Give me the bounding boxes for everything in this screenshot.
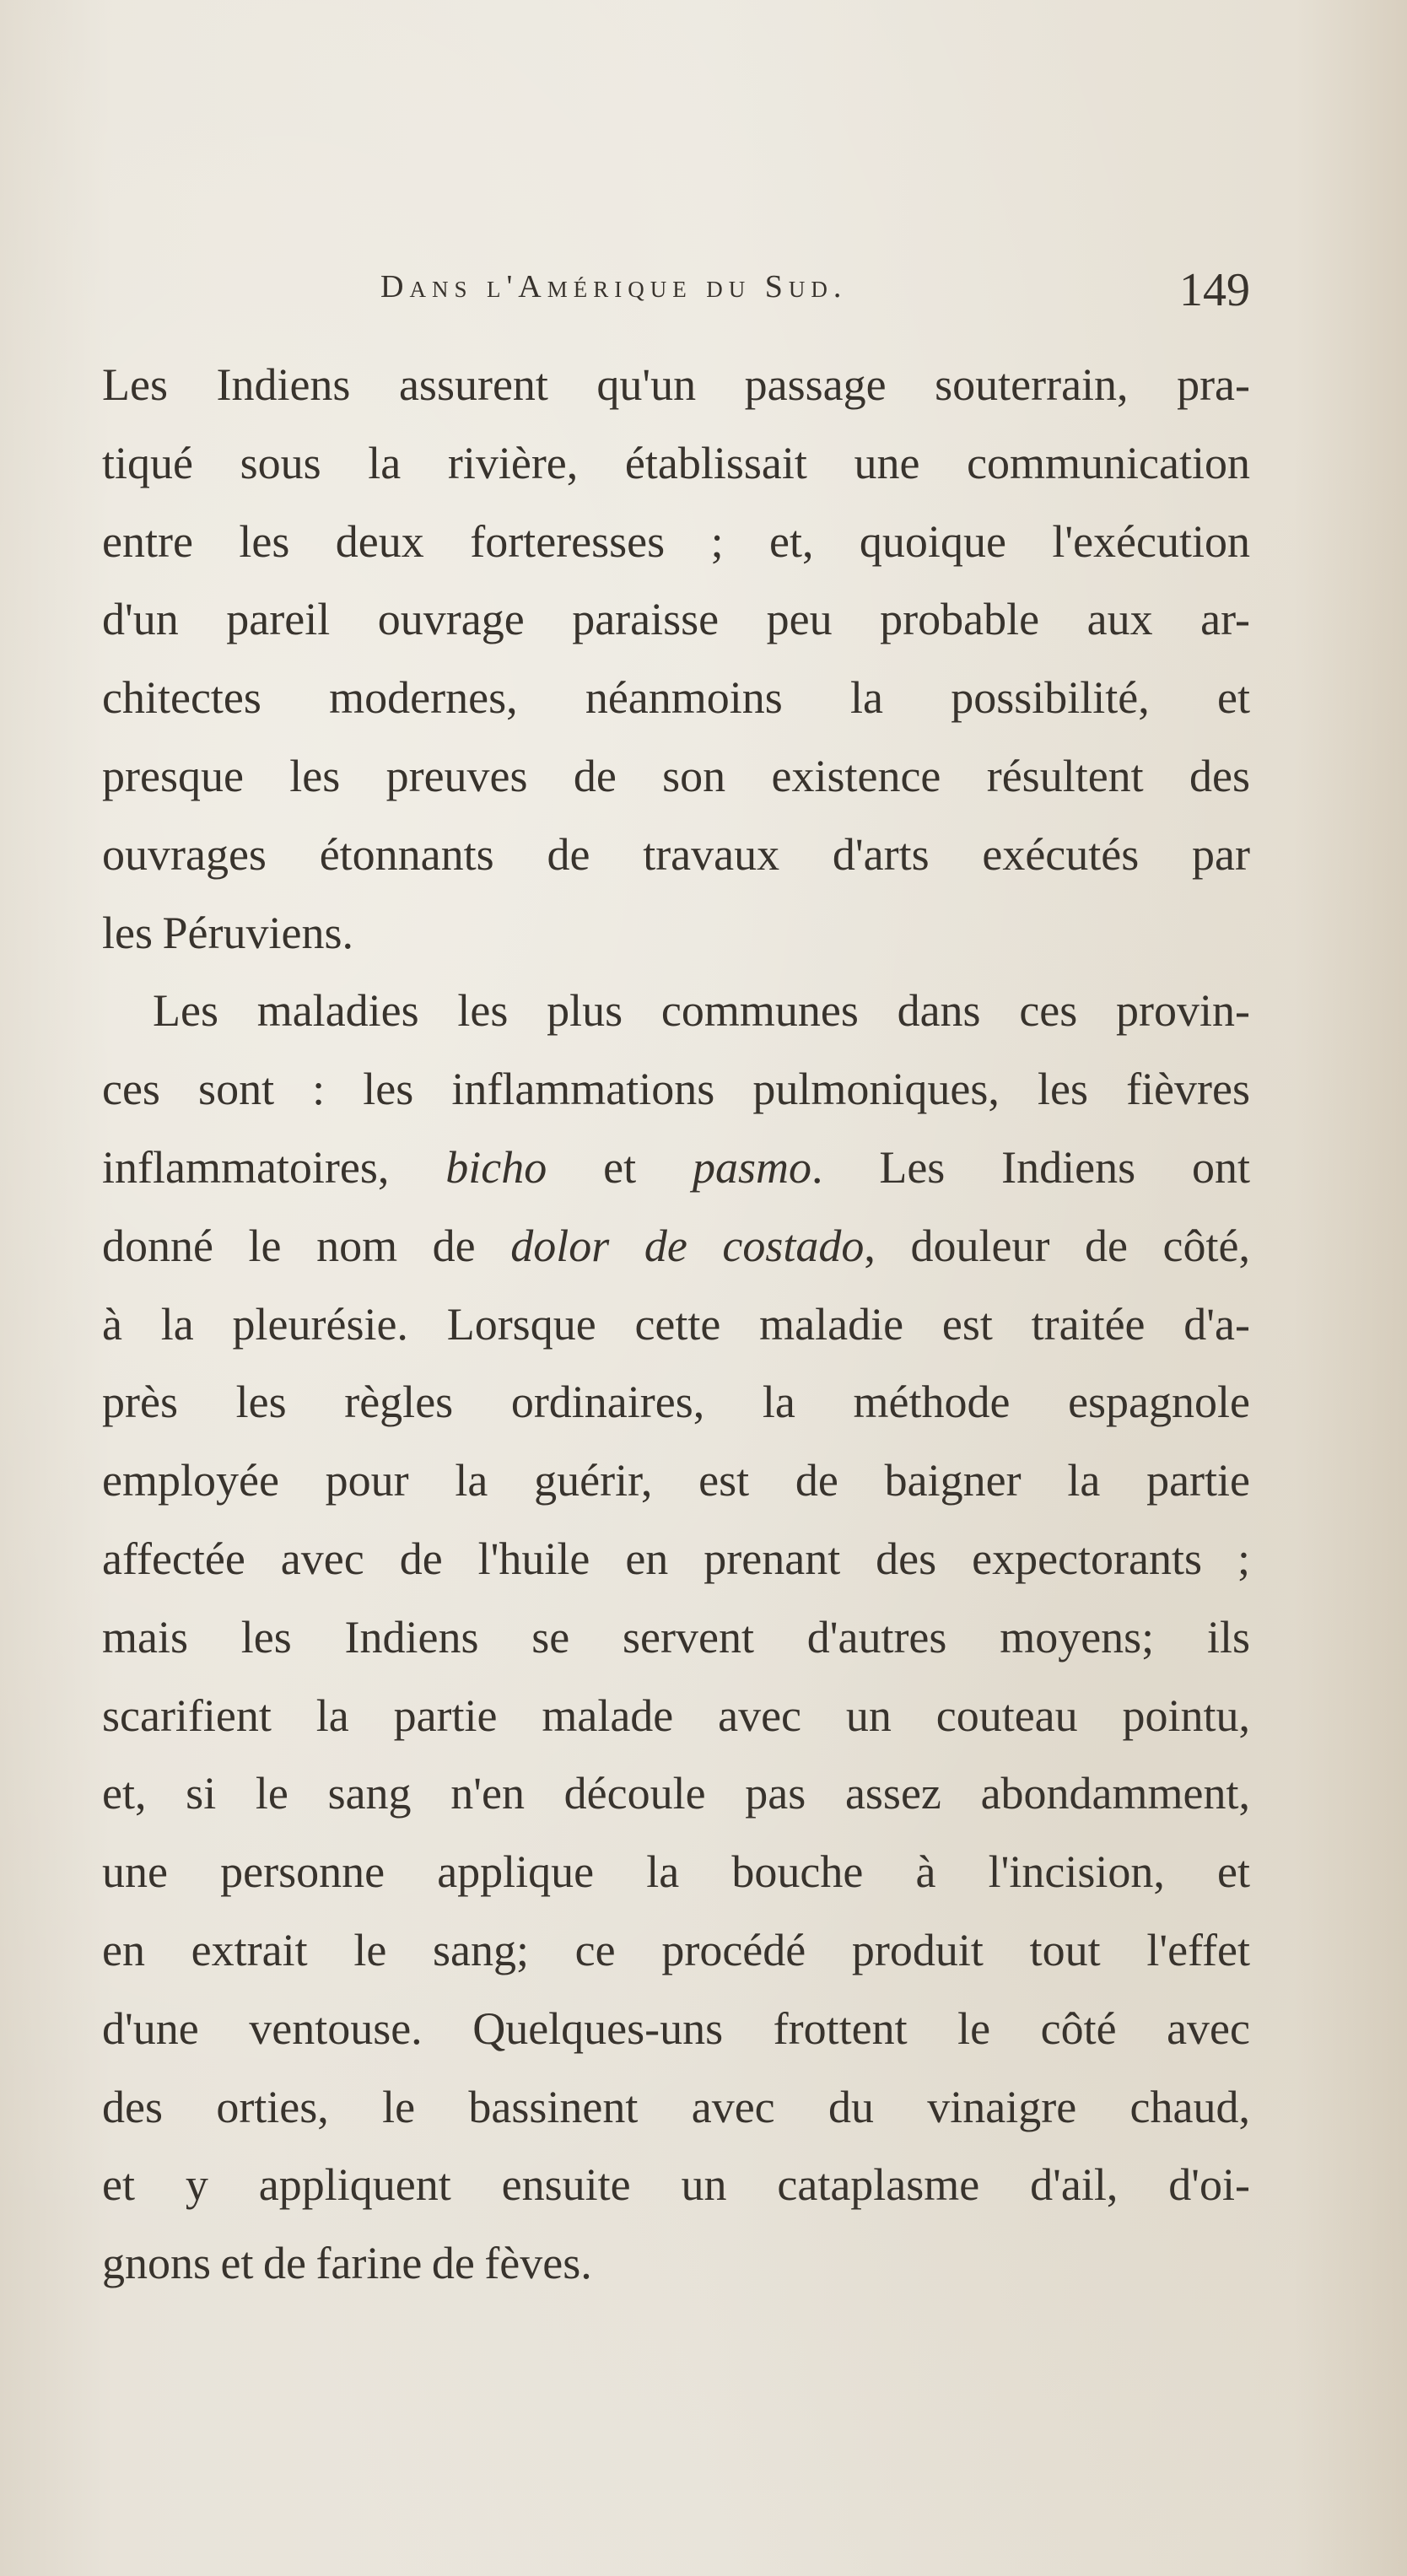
text-line — [102, 1598, 1250, 1677]
text-segment: et — [547, 1141, 693, 1193]
text-line — [102, 1363, 1250, 1442]
text-line — [102, 1050, 1250, 1129]
text-line — [102, 1990, 1250, 2068]
text-segment: donné le nom de — [102, 1220, 511, 1271]
paragraph — [102, 972, 1250, 2303]
text-segment: en extrait le sang; ce procédé produit tout l'effet — [102, 1924, 1250, 1975]
text-segment: ces sont : les inflammations pulmoniques, les fièvres — [102, 1064, 1250, 1115]
running-title: Dans l'Amérique du Sud. — [380, 269, 848, 304]
text-segment: tiqué sous la rivière, établissait une communication — [102, 437, 1250, 488]
text-line — [102, 972, 1250, 1050]
italic-term: dolor de costado — [510, 1220, 865, 1271]
text-segment: mais les Indiens se servent d'autres moyens; ils — [102, 1611, 1250, 1663]
text-segment: entre les deux forteresses ; et, quoique l'exécution — [102, 515, 1250, 567]
text-line — [102, 894, 1250, 973]
text-line — [102, 1520, 1250, 1598]
text-line — [102, 2146, 1250, 2224]
text-line — [102, 1285, 1250, 1364]
text-segment: et, si le sang n'en découle pas assez abondamment, — [102, 1768, 1250, 1819]
text-segment: des orties, le bassinent avec du vinaigre chaud, — [102, 2081, 1250, 2132]
text-line — [102, 424, 1250, 503]
text-segment: et y appliquent ensuite un cataplasme d'ail, d'oi- — [102, 2159, 1250, 2211]
page-header — [102, 264, 1250, 319]
text-segment: scarifient la partie malade avec un couteau pointu, — [102, 1689, 1250, 1741]
text-line — [102, 1911, 1250, 1990]
text-segment: une personne applique la bouche à l'incision, et — [102, 1846, 1250, 1898]
text-segment: Les Indiens assurent qu'un passage souterrain, pra- — [102, 359, 1250, 410]
text-segment: gnons et de farine de fèves. — [102, 2238, 592, 2289]
text-segment: ouvrages étonnants de travaux d'arts exécutés par — [102, 828, 1250, 880]
text-line — [102, 1677, 1250, 1755]
paragraph — [102, 346, 1250, 972]
text-line — [102, 659, 1250, 737]
text-segment: les Péruviens. — [102, 907, 353, 958]
text-line — [102, 346, 1250, 424]
text-segment: près les règles ordinaires, la méthode espagnole — [102, 1377, 1250, 1428]
text-segment: employée pour la guérir, est de baigner la partie — [102, 1455, 1250, 1506]
italic-term: bicho — [445, 1141, 547, 1193]
text-line — [102, 1754, 1250, 1833]
text-line — [102, 1129, 1250, 1207]
text-segment: chitectes modernes, néanmoins la possibilité, et — [102, 672, 1250, 724]
text-segment: affectée avec de l'huile en prenant des expectorants ; — [102, 1533, 1250, 1584]
text-segment: à la pleurésie. Lorsque cette maladie est traitée d'a- — [102, 1298, 1250, 1350]
text-line — [102, 1442, 1250, 1520]
text-segment: , douleur de côté, — [864, 1220, 1250, 1271]
page-number: 149 — [1179, 264, 1250, 316]
text-segment: d'un pareil ouvrage paraisse peu probable aux ar- — [102, 594, 1250, 645]
text-line — [102, 737, 1250, 816]
text-line — [102, 503, 1250, 581]
text-line — [102, 1833, 1250, 1911]
body-text — [102, 346, 1250, 2303]
text-segment: presque les preuves de son existence résultent des — [102, 750, 1250, 801]
text-line — [102, 1207, 1250, 1285]
text-line — [102, 580, 1250, 659]
text-segment: . Les Indiens ont — [811, 1141, 1250, 1193]
text-segment: d'une ventouse. Quelques-uns frottent le côté avec — [102, 2002, 1250, 2054]
text-line — [102, 2224, 1250, 2303]
text-line — [102, 816, 1250, 894]
text-line — [102, 2068, 1250, 2147]
text-segment: inflammatoires, — [102, 1141, 446, 1193]
italic-term: pasmo — [692, 1141, 811, 1193]
text-segment: Les maladies les plus communes dans ces provin- — [153, 985, 1250, 1037]
